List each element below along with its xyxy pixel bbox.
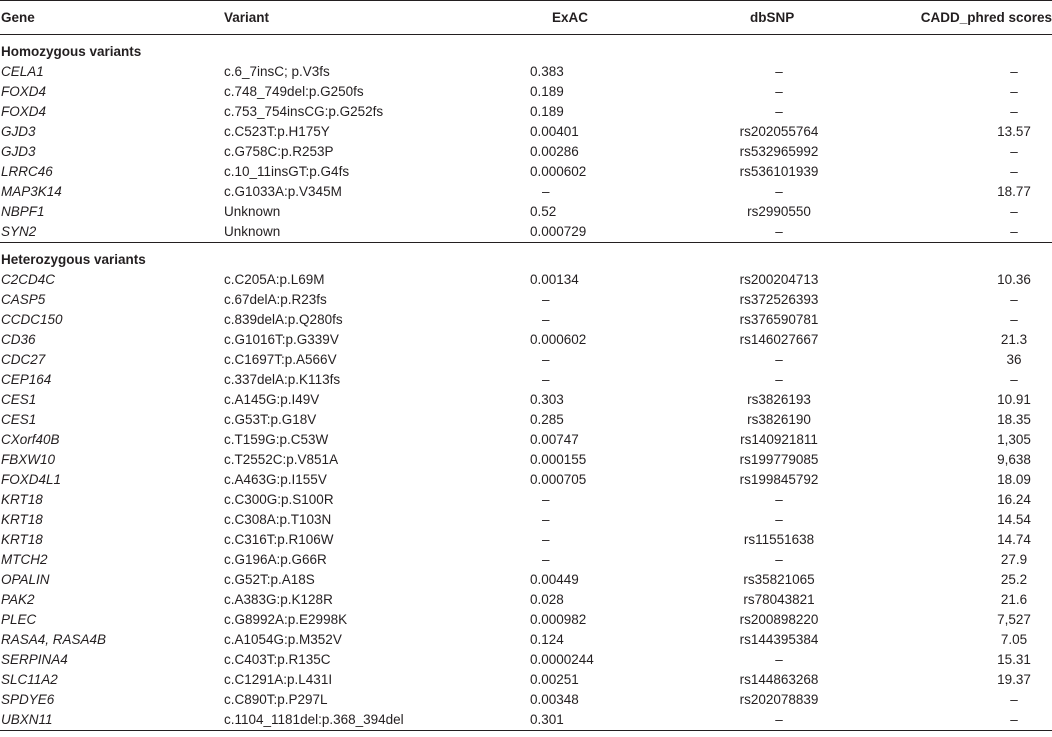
table-row [0, 569, 1052, 589]
variant-cell: c.67delA:p.R23fs [224, 291, 327, 307]
dbsnp-cell: rs200204713 [739, 271, 819, 287]
table-row [0, 81, 1052, 101]
dbsnp-cell: rs11551638 [743, 531, 815, 547]
gene-cell: KRT18 [1, 511, 43, 527]
table-row [0, 429, 1052, 449]
dbsnp-cell: rs202055764 [739, 123, 819, 139]
variant-cell: c.C1697T:p.A566V [224, 351, 337, 367]
cadd-score-cell: 9,638 [997, 451, 1031, 467]
cadd-score-cell: 7,527 [997, 611, 1031, 627]
cadd-score-cell: 14.74 [997, 531, 1031, 547]
dbsnp-cell: rs200898220 [739, 611, 819, 627]
gene-cell: CDC27 [1, 351, 46, 367]
table-row [0, 289, 1052, 309]
variant-cell: c.T159G:p.C53W [224, 431, 329, 447]
cadd-score-cell: 27.9 [1000, 551, 1028, 567]
variant-cell: c.C205A:p.L69M [224, 271, 325, 287]
exac-cell: 0.000705 [530, 471, 587, 487]
table-row [0, 629, 1052, 649]
exac-cell: 0.301 [530, 709, 698, 731]
table-row [0, 269, 1052, 289]
dbsnp-cell: – [775, 371, 783, 387]
table-row [0, 201, 1052, 221]
variant-cell: c.337delA:p.K113fs [224, 371, 341, 387]
exac-cell: 0.00348 [530, 691, 579, 707]
variant-cell: c.G52T:p.A18S [224, 571, 315, 587]
cadd-score-cell: – [1010, 311, 1018, 327]
variant-cell: c.A463G:p.I155V [224, 471, 327, 487]
table-row [0, 161, 1052, 181]
dbsnp-cell: rs144863268 [739, 671, 819, 687]
table-row [0, 509, 1052, 529]
variant-cell: c.C308A:p.T103N [224, 511, 332, 527]
exac-cell: 0.028 [530, 591, 564, 607]
dbsnp-cell: rs78043821 [743, 591, 815, 607]
gene-cell: GJD3 [1, 123, 36, 139]
variant-cell: c.C300G:p.S100R [224, 491, 334, 507]
gene-cell: KRT18 [1, 531, 43, 547]
exac-cell: 0.00449 [530, 571, 579, 587]
table-row [0, 221, 1052, 243]
dbsnp-cell: – [775, 83, 783, 99]
gene-cell: FOXD4 [1, 103, 47, 119]
cadd-score-cell: – [1010, 291, 1018, 307]
table-row [0, 469, 1052, 489]
cadd-score-cell: 25.2 [1000, 571, 1028, 587]
table-row [0, 309, 1052, 329]
dbsnp-cell: – [775, 551, 783, 567]
dbsnp-cell: rs372526393 [739, 291, 819, 307]
variant-cell: Unknown [218, 221, 530, 243]
variant-cell: c.C523T:p.H175Y [224, 123, 330, 139]
cadd-score-cell: – [1010, 691, 1018, 707]
gene-cell: MTCH2 [1, 551, 48, 567]
table-row [0, 669, 1052, 689]
gene-cell: CXorf40B [1, 431, 60, 447]
gene-cell: FOXD4L1 [1, 471, 62, 487]
dbsnp-cell: rs199845792 [739, 471, 819, 487]
dbsnp-cell: rs532965992 [739, 143, 819, 159]
table-row [0, 529, 1052, 549]
exac-cell: 0.000155 [530, 451, 587, 467]
dbsnp-cell: – [775, 183, 783, 199]
exac-cell: – [542, 491, 550, 507]
dbsnp-cell: rs140921811 [740, 431, 818, 447]
gene-cell: UBXN11 [0, 709, 218, 731]
exac-cell: 0.383 [530, 63, 564, 79]
table-row [0, 121, 1052, 141]
gene-cell: CASP5 [1, 291, 46, 307]
variant-cell: c.G53T:p.G18V [224, 411, 317, 427]
gene-cell: SLC11A2 [1, 671, 58, 687]
gene-cell: C2CD4C [1, 271, 56, 287]
gene-cell: NBPF1 [1, 203, 45, 219]
dbsnp-cell: rs376590781 [739, 311, 819, 327]
dbsnp-cell: rs199779085 [739, 451, 819, 467]
gene-cell: FOXD4 [1, 83, 47, 99]
cadd-score-cell: – [1010, 371, 1018, 387]
variant-cell: c.T2552C:p.V851A [224, 451, 339, 467]
exac-cell: 0.52 [530, 203, 557, 219]
table-row [0, 181, 1052, 201]
dbsnp-cell: rs202078839 [739, 691, 819, 707]
exac-cell: 0.00286 [530, 143, 579, 159]
exac-cell: 0.00251 [530, 671, 579, 687]
cadd-score-cell: 13.57 [997, 123, 1031, 139]
dbsnp-cell: rs2990550 [747, 203, 811, 219]
exac-cell: 0.285 [530, 411, 564, 427]
variant-cell: c.G196A:p.G66R [224, 551, 327, 567]
cadd-score-cell: – [1010, 63, 1018, 79]
cadd-score-cell: 36 [1006, 351, 1022, 367]
exac-cell: 0.0000244 [530, 651, 594, 667]
gene-cell: KRT18 [1, 491, 43, 507]
dbsnp-cell: – [775, 511, 783, 527]
table-row [0, 369, 1052, 389]
cadd-score-cell: – [1010, 143, 1018, 159]
variant-cell: c.A383G:p.K128R [224, 591, 333, 607]
exac-cell: 0.189 [530, 83, 564, 99]
exac-cell: – [542, 183, 550, 199]
header-dbsnp: dbSNP [698, 1, 878, 35]
cadd-score-cell: 21.6 [1000, 591, 1028, 607]
table-row [0, 141, 1052, 161]
cadd-score-cell: 10.36 [997, 271, 1031, 287]
dbsnp-cell: – [698, 709, 878, 731]
variant-cell: Unknown [224, 203, 281, 219]
exac-cell: – [542, 531, 550, 547]
variant-cell: c.C403T:p.R135C [224, 651, 331, 667]
exac-cell: 0.303 [530, 391, 564, 407]
exac-cell: – [542, 371, 550, 387]
table-row [0, 61, 1052, 81]
header-variant: Variant [218, 1, 530, 35]
table-row [0, 389, 1052, 409]
exac-cell: 0.000602 [530, 331, 587, 347]
exac-cell: – [542, 351, 550, 367]
gene-cell: FBXW10 [1, 451, 56, 467]
dbsnp-cell: – [775, 63, 783, 79]
cadd-score-cell: – [1010, 163, 1018, 179]
cadd-score-cell: 7.05 [1000, 631, 1028, 647]
variant-cell: c.A145G:p.I49V [224, 391, 320, 407]
table-row [0, 489, 1052, 509]
exac-cell: 0.000602 [530, 163, 587, 179]
section-title: Homozygous variants [1, 44, 142, 59]
gene-cell: CD36 [1, 331, 36, 347]
variant-cell: c.C316T:p.R106W [224, 531, 334, 547]
table-row [0, 609, 1052, 629]
cadd-score-cell: – [1010, 103, 1018, 119]
section-header-row [0, 35, 1052, 62]
exac-cell: 0.000982 [530, 611, 587, 627]
dbsnp-cell: rs144395384 [739, 631, 819, 647]
dbsnp-cell: rs3826193 [747, 391, 811, 407]
gene-cell: GJD3 [1, 143, 36, 159]
cadd-score-cell: 14.54 [997, 511, 1031, 527]
cadd-score-cell: – [1010, 203, 1018, 219]
header-exac: ExAC [530, 1, 698, 35]
gene-cell: CES1 [1, 411, 37, 427]
variant-cell: c.G1033A:p.V345M [224, 183, 342, 199]
cadd-score-cell: 10.91 [997, 391, 1031, 407]
variant-cell: c.1104_1181del:p.368_394del [218, 709, 530, 731]
variant-cell: c.839delA:p.Q280fs [224, 311, 343, 327]
gene-cell: RASA4, RASA4B [1, 631, 107, 647]
exac-cell: 0.00401 [530, 123, 579, 139]
exac-cell: – [542, 511, 550, 527]
header-gene: Gene [0, 1, 218, 35]
cadd-score-cell: 1,305 [997, 431, 1031, 447]
cadd-score-cell: 18.35 [997, 411, 1031, 427]
variant-cell: c.G758C:p.R253P [224, 143, 334, 159]
table-row [0, 549, 1052, 569]
variant-cell: c.753_754insCG:p.G252fs [224, 103, 384, 119]
dbsnp-cell: – [775, 103, 783, 119]
exac-cell: 0.00134 [530, 271, 579, 287]
cadd-score-cell: – [878, 709, 1052, 731]
gene-cell: PAK2 [1, 591, 35, 607]
table-row [0, 689, 1052, 709]
table-row [0, 589, 1052, 609]
dbsnp-cell: rs536101939 [739, 163, 819, 179]
variant-cell: c.G8992A:p.E2998K [224, 611, 348, 627]
table-row [0, 329, 1052, 349]
variant-cell: c.748_749del:p.G250fs [224, 83, 364, 99]
section-title: Heterozygous variants [1, 252, 146, 267]
exac-cell: 0.124 [530, 631, 564, 647]
cadd-score-cell: 18.09 [997, 471, 1031, 487]
dbsnp-cell: – [775, 651, 783, 667]
table-row [0, 649, 1052, 669]
section-header-row [0, 243, 1052, 270]
table-body [0, 35, 1052, 731]
table-row [0, 449, 1052, 469]
table-row [0, 349, 1052, 369]
gene-cell: CCDC150 [1, 311, 63, 327]
table-header [0, 1, 1052, 35]
exac-cell: – [542, 311, 550, 327]
cadd-score-cell: 19.37 [997, 671, 1031, 687]
cadd-score-cell: – [1010, 83, 1018, 99]
variant-cell: c.C1291A:p.L431I [224, 671, 333, 687]
table-row [0, 709, 1052, 731]
variant-cell: c.10_11insGT:p.G4fs [224, 163, 350, 179]
gene-cell: SPDYE6 [1, 691, 55, 707]
gene-cell: CES1 [1, 391, 37, 407]
variant-cell: c.A1054G:p.M352V [224, 631, 342, 647]
exac-cell: 0.189 [530, 103, 564, 119]
dbsnp-cell: rs35821065 [743, 571, 815, 587]
variant-cell: c.C890T:p.P297L [224, 691, 328, 707]
table-row [0, 101, 1052, 121]
dbsnp-cell: rs3826190 [747, 411, 811, 427]
gene-cell: PLEC [1, 611, 37, 627]
exac-cell: 0.000729 [530, 221, 698, 243]
gene-cell: OPALIN [1, 571, 50, 587]
exac-cell: – [542, 551, 550, 567]
variant-cell: c.6_7insC; p.V3fs [224, 63, 330, 79]
dbsnp-cell: – [698, 221, 878, 243]
table-row [0, 409, 1052, 429]
cadd-score-cell: 16.24 [997, 491, 1031, 507]
exac-cell: 0.00747 [530, 431, 579, 447]
gene-cell: SYN2 [0, 221, 218, 243]
cadd-score-cell: – [878, 221, 1052, 243]
gene-cell: MAP3K14 [1, 183, 62, 199]
cadd-score-cell: 15.31 [997, 651, 1031, 667]
gene-cell: SERPINA4 [1, 651, 68, 667]
header-cadd: CADD_phred scores [878, 1, 1052, 35]
exac-cell: – [542, 291, 550, 307]
dbsnp-cell: – [775, 351, 783, 367]
gene-cell: CELA1 [1, 63, 44, 79]
dbsnp-cell: – [775, 491, 783, 507]
header-row [0, 1, 1052, 35]
dbsnp-cell: rs146027667 [739, 331, 819, 347]
cadd-score-cell: 18.77 [997, 183, 1031, 199]
gene-cell: CEP164 [1, 371, 52, 387]
cadd-score-cell: 21.3 [1000, 331, 1028, 347]
gene-cell: LRRC46 [1, 163, 53, 179]
variant-cell: c.G1016T:p.G339V [224, 331, 339, 347]
